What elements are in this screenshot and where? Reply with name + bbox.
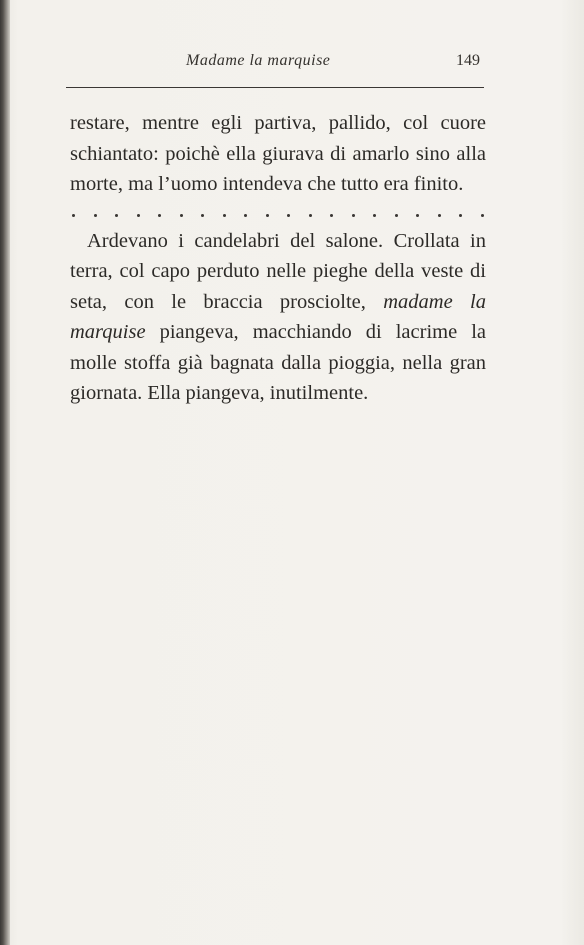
running-header-title: Madame la marquise [186, 52, 331, 69]
dot [137, 214, 140, 217]
dot [94, 214, 97, 217]
dot [158, 214, 161, 217]
dot [459, 214, 462, 217]
dot [330, 214, 333, 217]
header-rule [66, 87, 484, 88]
dot [287, 214, 290, 217]
running-header [66, 52, 484, 78]
page-number: 149 [456, 52, 480, 69]
paragraph-main-italic: madame la marquise [70, 290, 486, 343]
dot [352, 214, 355, 217]
dot [481, 214, 484, 217]
dot [373, 214, 376, 217]
dot [180, 214, 183, 217]
paragraph-main-text-1: Ardevano i candelabri del salone. Crollata in terra, col capo perduto nelle pieghe della veste di seta, con le braccia prosciolte, [70, 229, 486, 313]
dot [223, 214, 226, 217]
dot [438, 214, 441, 217]
dot [115, 214, 118, 217]
dot [395, 214, 398, 217]
dot [201, 214, 204, 217]
dot [72, 214, 75, 217]
binding-edge [0, 0, 10, 945]
dot [416, 214, 419, 217]
dot [266, 214, 269, 217]
paragraph-main-text-2: piangeva, macchiando di lacrime la molle stoffa già bagnata dalla pioggia, nella gran giornata. Ella piangeva, inutilmente. [70, 321, 486, 404]
dot [309, 214, 312, 217]
section-break-dots [72, 210, 484, 222]
paragraph-continuation: restare, mentre egli partiva, pallido, col cuore schiantato: poichè ella giurava di amarlo sino alla morte, ma l’uomo intendeva che tutto era finito. [70, 112, 486, 195]
paragraph-main [70, 226, 486, 409]
dot [244, 214, 247, 217]
body-text [70, 108, 486, 409]
